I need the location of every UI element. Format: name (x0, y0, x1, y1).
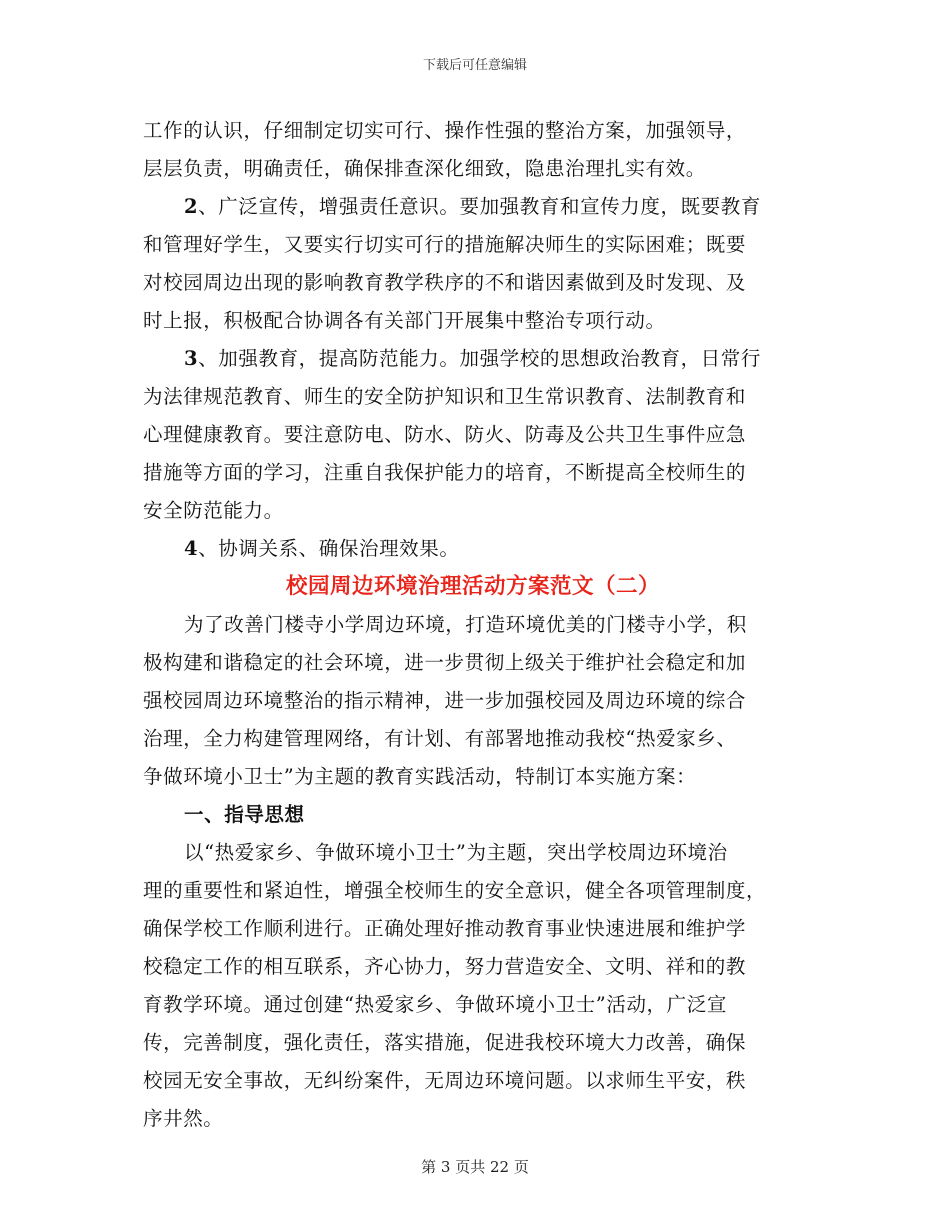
text-line: 传，完善制度，强化责任，落实措施，促进我校环境大力改善，确保 (143, 1031, 747, 1054)
item-number: 3 (184, 347, 199, 370)
list-item-4 (143, 530, 803, 568)
item-text: 、广泛宣传，增强责任意识。要加强教育和宣传力度，既要教育 (198, 195, 761, 218)
page-header: 下载后可任意编辑 (422, 58, 527, 73)
text-line: 确保学校工作顺利进行。正确处理好推动教育事业快速进展和维护学 (143, 917, 747, 940)
item-text: 、加强教育，提高防范能力。加强学校的思想政治教育，日常行 (198, 347, 761, 370)
text-line: 极构建和谐稳定的社会环境，进一步贯彻上级关于维护社会稳定和加 (143, 651, 747, 674)
text-line: 时上报，积极配合协调各有关部门开展集中整治专项行动。 (143, 309, 666, 332)
text-line: 心理健康教育。要注意防电、防水、防火、防毒及公共卫生事件应急 (143, 423, 747, 446)
paragraph-first-line: 为了改善门楼寺小学周边环境，打造环境优美的门楼寺小学，积 (184, 613, 747, 636)
document-body (143, 112, 803, 1138)
text-line: 层层负责，明确责任，确保排查深化细致，隐患治理扎实有效。 (143, 157, 706, 180)
text-line: 和管理好学生，又要实行切实可行的措施解决师生的实际困难；既要 (143, 233, 747, 256)
text-line: 治理，全力构建管理网络，有计划、有部署地推动我校“热爱家乡、 (143, 727, 737, 750)
text-line: 校园无安全事故，无纠纷案件，无周边环境问题。以求师生平安，秩 (143, 1069, 747, 1092)
item-text: 、协调关系、确保治理效果。 (198, 537, 460, 560)
text-line: 争做环境小卫士”为主题的教育实践活动，特制订本实施方案： (143, 765, 697, 788)
list-item-2 (143, 188, 803, 226)
text-line: 对校园周边出现的影响教育教学秩序的不和谐因素做到及时发现、及 (143, 271, 747, 294)
item-number: 2 (184, 195, 199, 218)
paragraph-first-line: 以“热爱家乡、争做环境小卫士”为主题，突出学校周边环境治 (184, 841, 728, 864)
text-line: 校稳定工作的相互联系，齐心协力，努力营造安全、文明、祥和的教 (143, 955, 747, 978)
text-line: 理的重要性和紧迫性，增强全校师生的安全意识，健全各项管理制度， (143, 879, 767, 902)
list-item-3 (143, 340, 803, 378)
text-line: 工作的认识，仔细制定切实可行、操作性强的整治方案，加强领导， (143, 119, 747, 142)
text-line: 为法律规范教育、师生的安全防护知识和卫生常识教育、法制教育和 (143, 385, 747, 408)
page-footer: 第 3 页共 22 页 (421, 1158, 529, 1176)
section-title: 校园周边环境治理活动方案范文（二） (285, 574, 660, 599)
text-line: 措施等方面的学习，注重自我保护能力的培育，不断提高全校师生的 (143, 461, 747, 484)
text-line: 育教学环境。通过创建“热爱家乡、争做环境小卫士”活动，广泛宣 (143, 993, 727, 1016)
text-line: 安全防范能力。 (143, 499, 284, 522)
item-number: 4 (184, 537, 199, 560)
text-line: 强校园周边环境整治的指示精神，进一步加强校园及周边环境的综合 (143, 689, 747, 712)
text-line: 序井然。 (143, 1107, 224, 1130)
subsection-heading: 一、指导思想 (184, 803, 305, 826)
